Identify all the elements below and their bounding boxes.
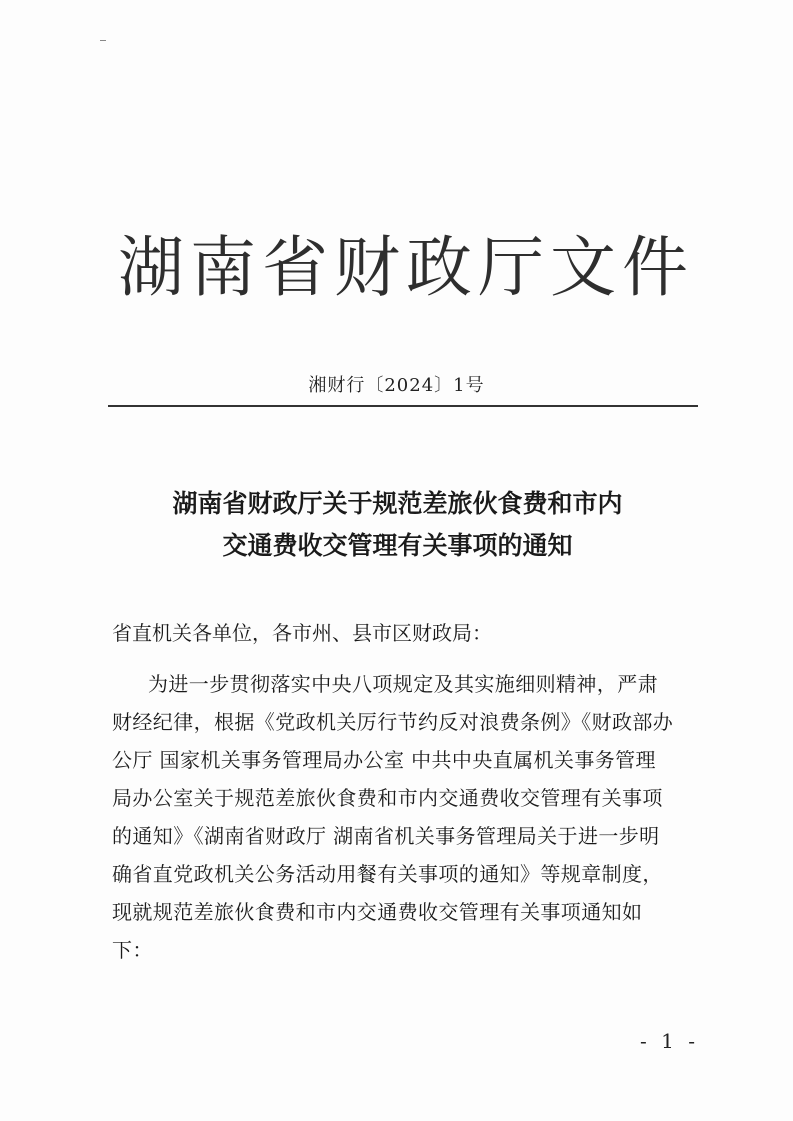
body-line: 局办公室关于规范差旅伙食费和市内交通费收交管理有关事项	[112, 786, 663, 810]
title-line-2: 交通费收交管理有关事项的通知	[222, 531, 573, 560]
addressee: 省直机关各单位，各市州、县市区财政局：	[112, 621, 492, 645]
body-line: 下：	[112, 938, 153, 962]
body-line: 公厅 国家机关事务管理局办公室 中共中央直属机关事务管理	[112, 748, 656, 772]
issuer-heading: 湖南省财政厅文件	[118, 229, 694, 306]
body-paragraph	[112, 665, 692, 969]
title-line-1: 湖南省财政厅关于规范差旅伙食费和市内	[172, 489, 623, 518]
header-divider	[108, 405, 698, 407]
body-line: 为进一步贯彻落实中央八项规定及其实施细则精神，严肃	[148, 672, 658, 696]
body-line: 财经纪律，根据《党政机关厉行节约反对浪费条例》《财政部办	[112, 710, 674, 734]
body-line: 现就规范差旅伙食费和市内交通费收交管理有关事项通知如	[112, 900, 643, 924]
document-number: 湘财行〔2024〕1号	[308, 375, 485, 396]
document-title	[120, 483, 675, 567]
body-line: 确省直党政机关公务活动用餐有关事项的通知》等规章制度，	[112, 862, 663, 886]
scan-speck	[100, 40, 106, 41]
page-number: - 1 -	[640, 1029, 699, 1053]
body-line: 的通知》《湖南省财政厅 湖南省机关事务管理局关于进一步明	[112, 824, 660, 848]
